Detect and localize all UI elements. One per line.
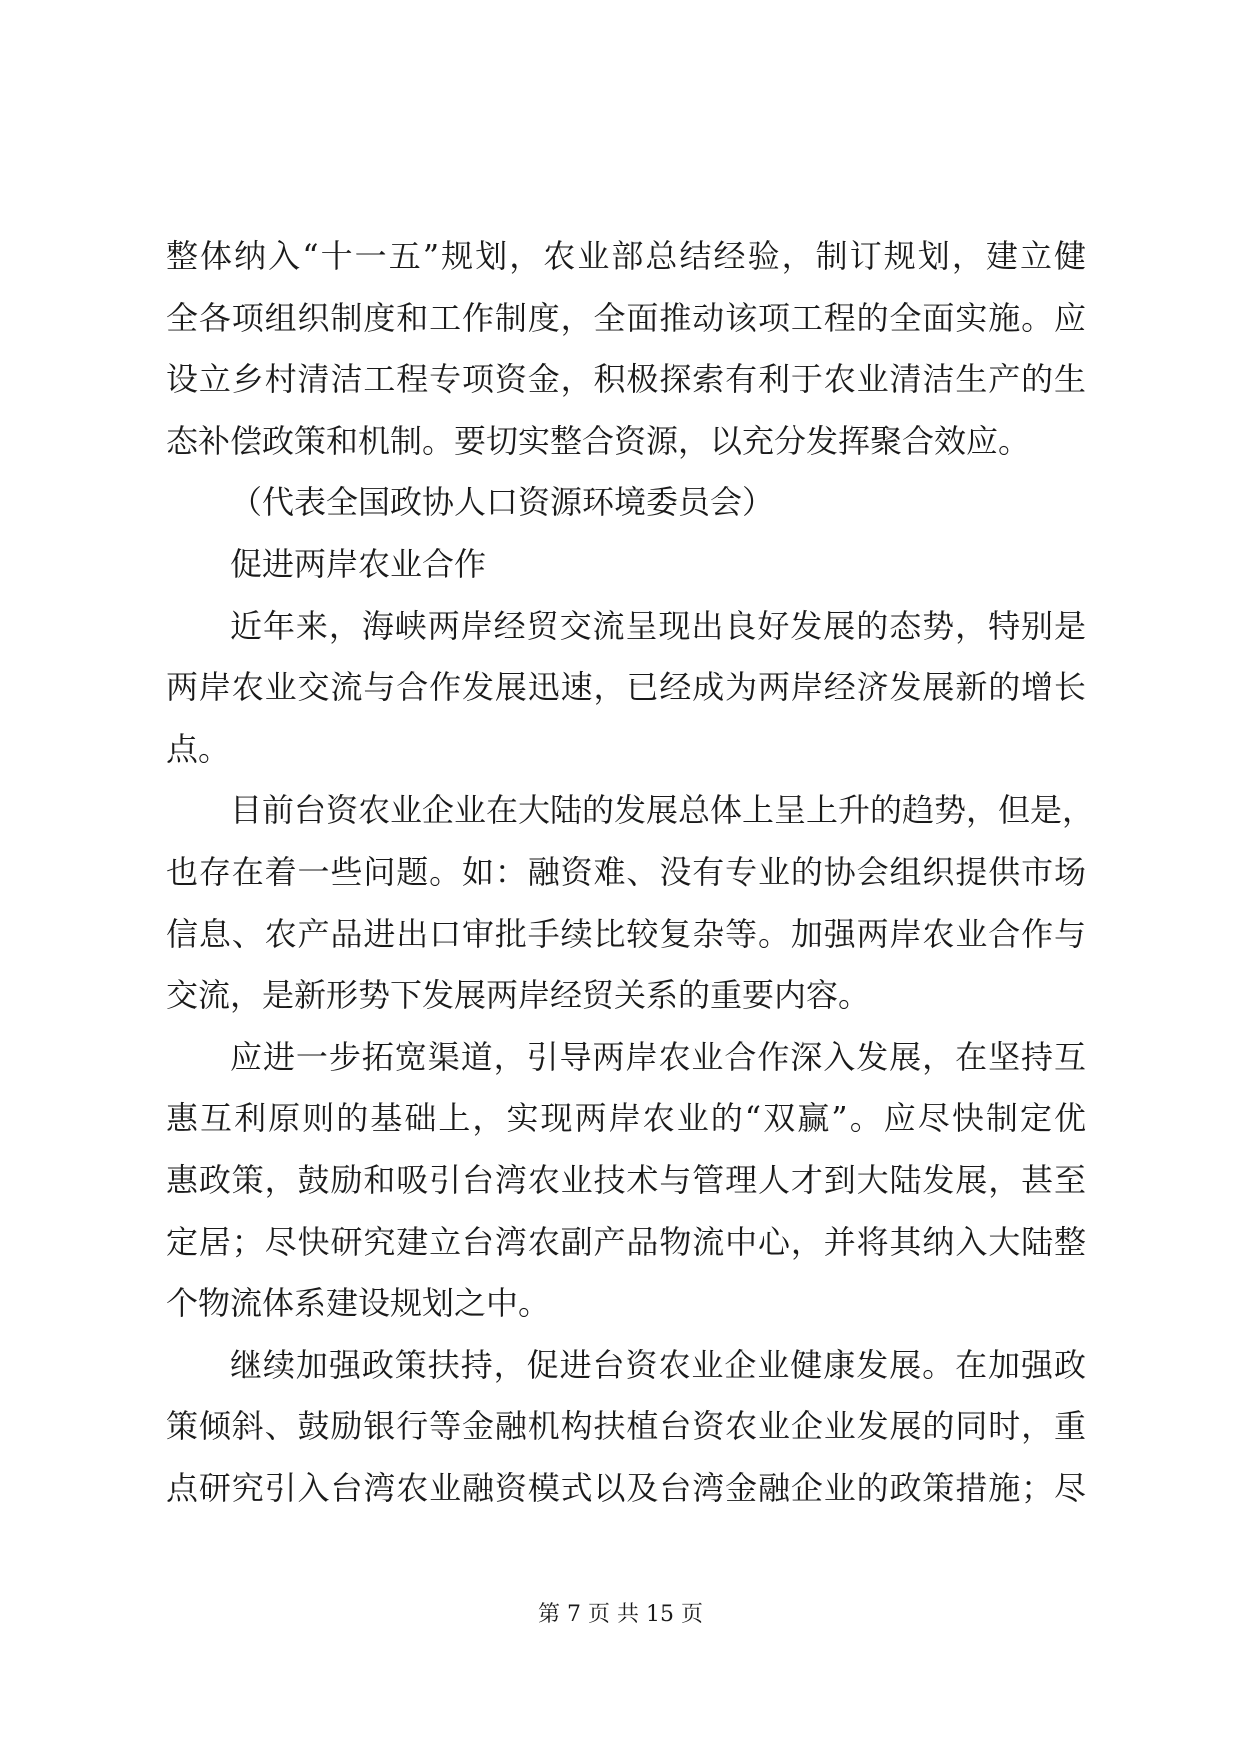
document-body bbox=[166, 226, 1095, 1519]
text-line: 继续加强政策扶持，促进台资农业企业健康发展。在加强政 bbox=[230, 1345, 1086, 1384]
attribution-line: （代表全国政协人口资源环境委员会） bbox=[230, 483, 775, 522]
text-line: 设立乡村清洁工程专项资金，积极探索有利于农业清洁生产的生 bbox=[166, 360, 1086, 399]
text-line: 个物流体系建设规划之中。 bbox=[166, 1284, 551, 1323]
text-line: 策倾斜、鼓励银行等金融机构扶植台资农业企业发展的同时，重 bbox=[166, 1407, 1086, 1446]
text-line: 态补偿政策和机制。要切实整合资源，以充分发挥聚合效应。 bbox=[166, 421, 1031, 460]
text-line: 两岸农业交流与合作发展迅速，已经成为两岸经济发展新的增长 bbox=[166, 668, 1086, 707]
text-line: 信息、农产品进出口审批手续比较复杂等。加强两岸农业合作与 bbox=[166, 914, 1086, 953]
text-line: 近年来，海峡两岸经贸交流呈现出良好发展的态势，特别是 bbox=[230, 606, 1086, 645]
page-number-footer: 第 7 页 共 15 页 bbox=[538, 1602, 703, 1627]
text-line: 交流，是新形势下发展两岸经贸关系的重要内容。 bbox=[166, 976, 871, 1015]
text-line: 惠互利原则的基础上，实现两岸农业的“双赢”。应尽快制定优 bbox=[166, 1099, 1086, 1138]
text-line: 目前台资农业企业在大陆的发展总体上呈上升的趋势，但是， bbox=[230, 791, 1095, 830]
text-line: 整体纳入“十一五”规划，农业部总结经验，制订规划，建立健 bbox=[166, 237, 1086, 275]
text-line: 也存在着一些问题。如：融资难、没有专业的协会组织提供市场 bbox=[166, 852, 1086, 891]
section-heading: 促进两岸农业合作 bbox=[230, 544, 487, 583]
text-line: 点。 bbox=[166, 729, 231, 768]
text-line: 全各项组织制度和工作制度，全面推动该项工程的全面实施。应 bbox=[166, 298, 1086, 337]
text-line: 点研究引入台湾农业融资模式以及台湾金融企业的政策措施；尽 bbox=[166, 1468, 1086, 1507]
text-line: 惠政策，鼓励和吸引台湾农业技术与管理人才到大陆发展，甚至 bbox=[166, 1160, 1086, 1199]
text-line: 应进一步拓宽渠道，引导两岸农业合作深入发展，在坚持互 bbox=[230, 1037, 1086, 1076]
text-line: 定居；尽快研究建立台湾农副产品物流中心，并将其纳入大陆整 bbox=[166, 1222, 1086, 1261]
